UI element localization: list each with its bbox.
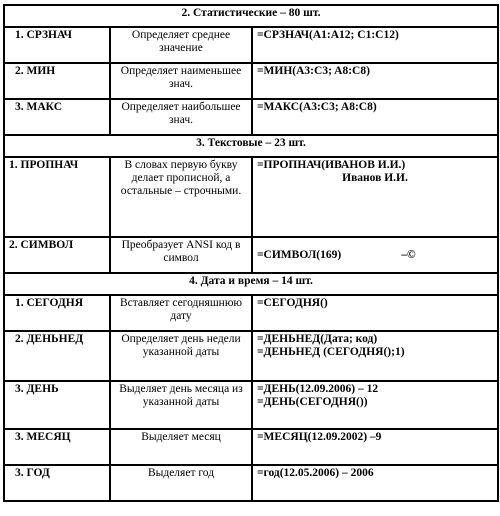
function-description: Определяет наименьшее знач. [110,63,252,99]
function-formula [252,381,498,429]
function-formula [252,429,498,465]
table-row [4,465,498,501]
function-description: В словах первую букву делает прописной, а остальные – строчными. [110,157,252,237]
formula-line: =ДЕНЬНЕД (СЕГОДНЯ();1) [257,346,405,358]
function-description: Определяет день недели указанной даты [110,331,252,381]
function-name: 2. ДЕНЬНЕД [4,331,110,381]
function-name: 1. СЕГОДНЯ [4,295,110,331]
formula-line: =МИН(A3:C3; A8:C8) [257,65,370,77]
function-name: 3. ДЕНЬ [4,381,110,429]
function-description: Выделяет год [110,465,252,501]
functions-document [3,4,497,502]
function-name: 3. ГОД [4,465,110,501]
function-name: 1. СРЗНАЧ [4,27,110,63]
table-row [4,157,498,237]
table-row [4,295,498,331]
formula-result: Иванов И.И. [342,172,408,184]
table-row [4,429,498,465]
formula-result: –© [401,248,416,261]
function-name: 1. ПРОПНАЧ [4,157,110,237]
formula-line: =МЕСЯЦ(12.09.2002) –9 [257,431,382,443]
section-header-row [4,135,498,157]
formula-line: =СИМВОЛ(169) [257,248,342,261]
function-name: 2. МИН [4,63,110,99]
table-row [4,63,498,99]
formula-line: =год(12.05.2006) – 2006 [257,467,374,479]
function-description: Выделяет день месяца из указанной даты [110,381,252,429]
function-formula [252,295,498,331]
function-formula [252,157,498,237]
formula-line: =ДЕНЬНЕД(Дата; код) [257,333,378,345]
function-description: Определяет наибольшее знач. [110,99,252,135]
table-row [4,99,498,135]
function-description: Преобразует ANSI код в символ [110,237,252,273]
function-name: 3. МАКС [4,99,110,135]
function-formula [252,465,498,501]
function-formula [252,237,498,273]
function-formula [252,331,498,381]
section-title: 3. Текстовые – 23 шт. [4,135,498,157]
function-formula [252,63,498,99]
formula-line: =СЕГОДНЯ() [257,297,328,309]
table-row [4,381,498,429]
function-description: Выделяет месяц [110,429,252,465]
function-name: 3. МЕСЯЦ [4,429,110,465]
function-description: Определяет среднее значение [110,27,252,63]
section-header-row [4,273,498,295]
formula-line: =ДЕНЬ(СЕГОДНЯ()) [257,396,368,408]
table-row [4,27,498,63]
formula-line: =МАКС(A3:C3; A8:C8) [257,101,377,113]
function-formula [252,99,498,135]
formula-line: =ДЕНЬ(12.09.2006) – 12 [257,383,379,395]
table-row [4,331,498,381]
formula-line: =ПРОПНАЧ(ИВАНОВ И.И.) [257,159,406,171]
function-description: Вставляет сегодняшнюю дату [110,295,252,331]
functions-table [3,4,499,502]
function-formula [252,27,498,63]
function-name: 2. СИМВОЛ [4,237,110,273]
section-title: 4. Дата и время – 14 шт. [4,273,498,295]
section-header-row [4,5,498,27]
formula-line: =СРЗНАЧ(A1:A12; C1:C12) [257,29,399,41]
table-row [4,237,498,273]
section-title: 2. Статистические – 80 шт. [4,5,498,27]
